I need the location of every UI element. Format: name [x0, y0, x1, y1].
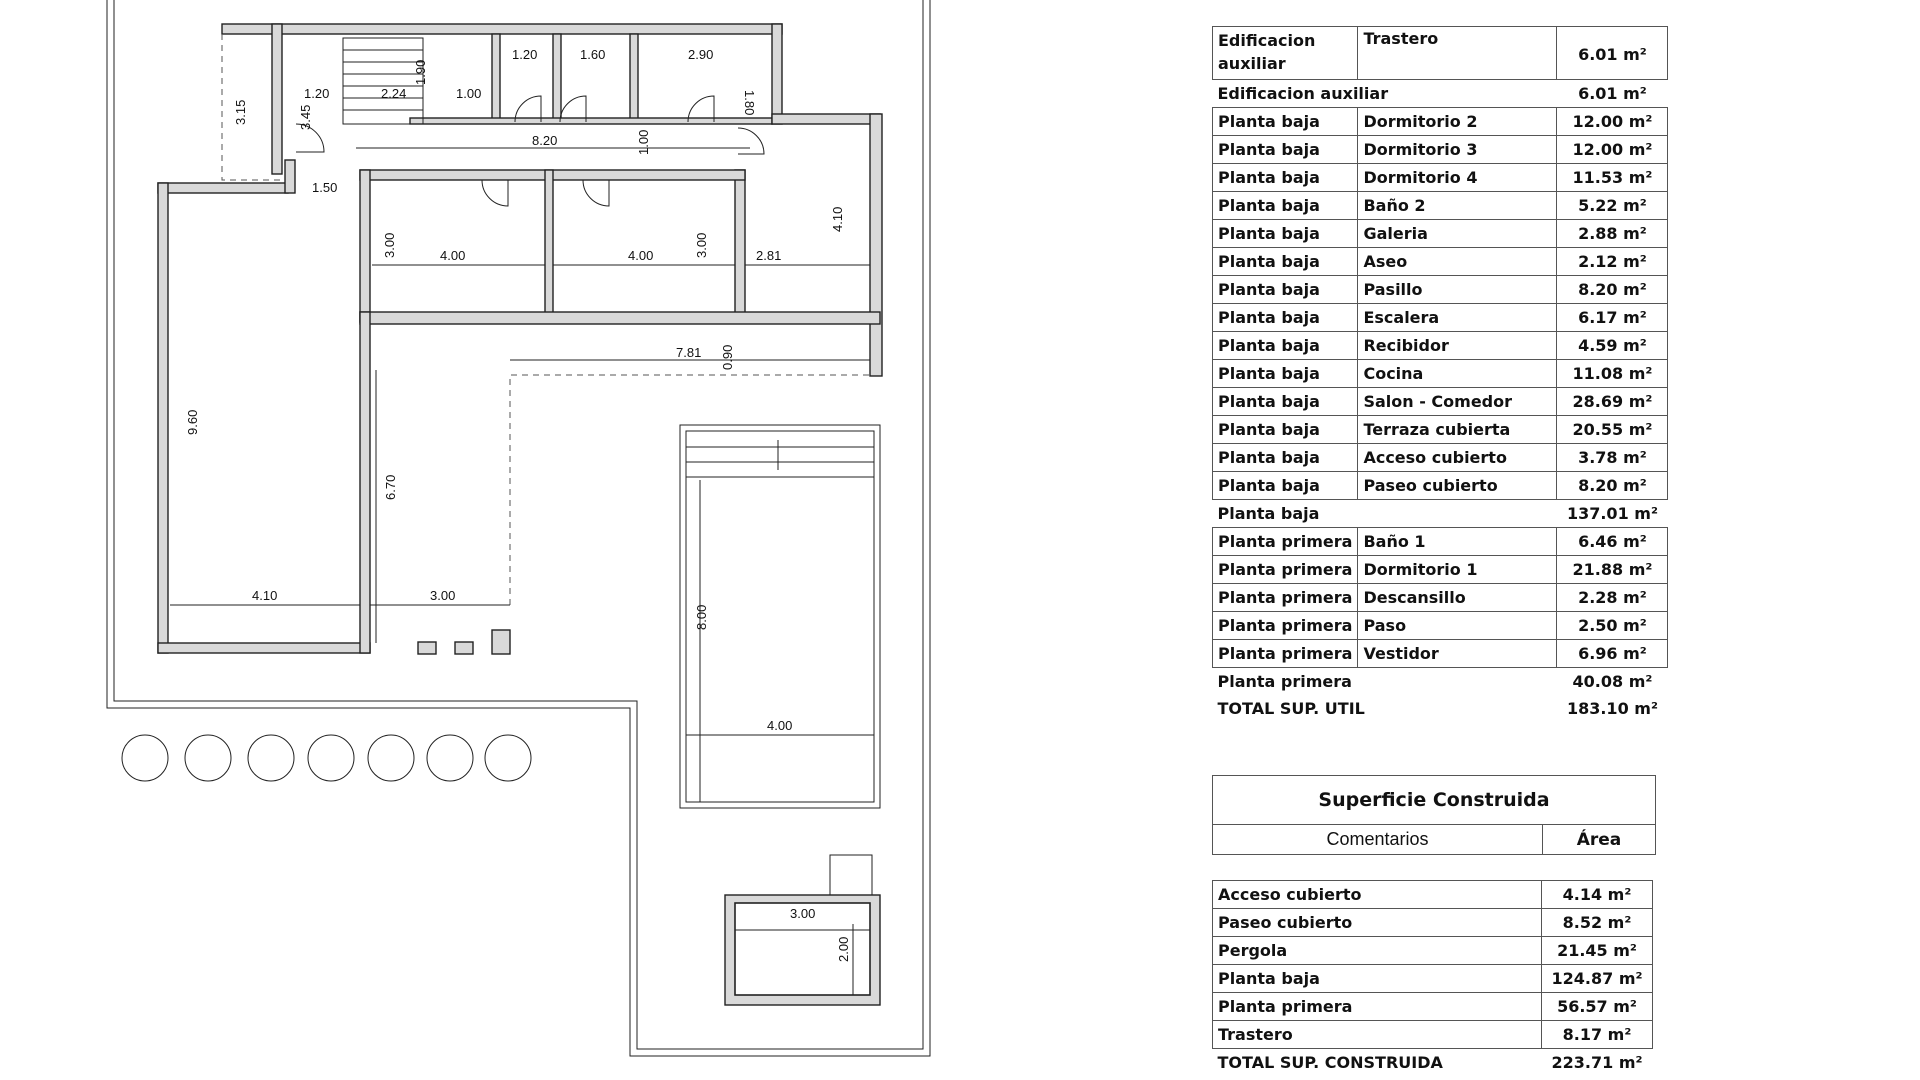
cell-estancia: Dormitorio 3 [1358, 136, 1557, 164]
cell-area: 6.01 m² [1557, 27, 1668, 80]
subtotal-row [1213, 668, 1668, 696]
dim-label: 3.00 [790, 906, 816, 921]
table-row [1213, 993, 1653, 1021]
cell-estancia: Acceso cubierto [1358, 444, 1557, 472]
cell-area: 4.14 m² [1542, 881, 1653, 909]
cell-estancia: Galeria [1358, 220, 1557, 248]
tree-row [122, 735, 531, 781]
cell-area: 6.17 m² [1557, 304, 1668, 332]
pool [680, 425, 880, 808]
dim-label: 9.60 [185, 409, 200, 435]
subtotal-row [1213, 695, 1668, 722]
cell-planta: Planta baja [1213, 360, 1358, 388]
dim-label: 4.00 [440, 248, 466, 263]
living-wall [158, 183, 288, 193]
dim-label: 3.15 [233, 99, 248, 125]
table-row [1213, 612, 1668, 640]
dim-label: 1.60 [580, 47, 606, 62]
cell-estancia: Escalera [1358, 304, 1557, 332]
cell-estancia: Dormitorio 4 [1358, 164, 1557, 192]
cell-planta: Planta baja [1213, 388, 1358, 416]
table-row [1213, 164, 1668, 192]
subtotal-row [1213, 500, 1668, 528]
cell-area: 3.78 m² [1557, 444, 1668, 472]
cell-planta: Planta primera [1213, 584, 1358, 612]
cell-area: 8.17 m² [1542, 1021, 1653, 1049]
cell-area: 137.01 m² [1566, 504, 1658, 523]
dim-label: 2.00 [836, 936, 851, 962]
dim-label: 4.10 [252, 588, 278, 603]
table-row [1213, 220, 1668, 248]
subtotal-row [1213, 1049, 1653, 1077]
cell-area: 2.28 m² [1557, 584, 1668, 612]
cell-planta: TOTAL SUP. UTIL [1217, 699, 1365, 718]
table-row [1213, 136, 1668, 164]
table-row [1213, 360, 1668, 388]
dim-label: 1.50 [312, 180, 338, 195]
table-row [1213, 584, 1668, 612]
annex-wall [222, 24, 782, 34]
cell-area: 21.45 m² [1542, 937, 1653, 965]
cell-estancia: Terraza cubierta [1358, 416, 1557, 444]
cell-area: 6.96 m² [1557, 640, 1668, 668]
cell-area: 8.20 m² [1557, 276, 1668, 304]
subtotal-row [1213, 80, 1668, 108]
cell-planta: Planta primera [1213, 528, 1358, 556]
cell-area: 6.46 m² [1557, 528, 1668, 556]
table-row [1213, 108, 1668, 136]
cell-area: 4.59 m² [1557, 332, 1668, 360]
cell-area: 20.55 m² [1557, 416, 1668, 444]
cell-planta: Planta baja [1213, 164, 1358, 192]
dim-label: 4.10 [830, 206, 845, 232]
superficie-construida-header [1212, 775, 1656, 855]
cell-planta: Planta baja [1213, 472, 1358, 500]
superficie-util-table [1212, 26, 1668, 722]
cell-area: 2.50 m² [1557, 612, 1668, 640]
dim-label: 3.00 [382, 232, 397, 258]
cell-estancia: Salon - Comedor [1358, 388, 1557, 416]
cell-area: 2.88 m² [1557, 220, 1668, 248]
table-row [1213, 388, 1668, 416]
stair [343, 38, 423, 124]
cell-area: 56.57 m² [1542, 993, 1653, 1021]
dim-label: 3.45 [298, 104, 313, 130]
cell-planta: Planta baja [1213, 192, 1358, 220]
dim-label: 8.20 [532, 133, 558, 148]
table-row [1213, 276, 1668, 304]
cell-planta: Edificacion auxiliar [1217, 84, 1389, 103]
dim-label: 2.90 [688, 47, 714, 62]
cell-label: Planta baja [1213, 965, 1542, 993]
cell-planta: Planta baja [1213, 416, 1358, 444]
cell-estancia: Descansillo [1358, 584, 1557, 612]
table-row [1213, 909, 1653, 937]
cell-planta: Edificacion auxiliar [1213, 27, 1358, 80]
cell-area: 40.08 m² [1572, 672, 1653, 691]
cell-area: 5.22 m² [1557, 192, 1668, 220]
cell-area: 11.53 m² [1557, 164, 1668, 192]
dim-label: 2.24 [381, 86, 407, 101]
table-row [1213, 937, 1653, 965]
dim-label: 1.00 [456, 86, 482, 101]
cell-planta: Planta baja [1213, 276, 1358, 304]
cell-estancia: Baño 2 [1358, 192, 1557, 220]
column-header-area: Área [1543, 825, 1656, 855]
table-row [1213, 332, 1668, 360]
dim-label: 3.00 [694, 232, 709, 258]
cell-area: 12.00 m² [1557, 136, 1668, 164]
dim-label: 1.00 [636, 129, 651, 155]
table-row [1213, 881, 1653, 909]
cell-estancia: Baño 1 [1358, 528, 1557, 556]
dim-label: 1.80 [742, 90, 757, 116]
cell-estancia: Aseo [1358, 248, 1557, 276]
dim-label: 1.90 [413, 59, 428, 85]
dim-label: 1.20 [512, 47, 538, 62]
cell-label: Paseo cubierto [1213, 909, 1542, 937]
cell-planta: Planta primera [1213, 640, 1358, 668]
cell-area: 21.88 m² [1557, 556, 1668, 584]
table-row [1213, 528, 1668, 556]
cell-planta: Planta baja [1213, 444, 1358, 472]
table-row [1213, 965, 1653, 993]
cell-planta: Planta primera [1213, 612, 1358, 640]
cell-estancia: Dormitorio 2 [1358, 108, 1557, 136]
dim-label: 4.00 [628, 248, 654, 263]
cell-estancia: Pasillo [1358, 276, 1557, 304]
cell-planta: Planta baja [1213, 332, 1358, 360]
table-row [1213, 27, 1668, 80]
cell-planta: Planta baja [1213, 108, 1358, 136]
table-row [1213, 1021, 1653, 1049]
table-row [1213, 640, 1668, 668]
column-header-comentarios: Comentarios [1213, 825, 1543, 855]
dim-label: 3.00 [430, 588, 456, 603]
cell-area: 8.52 m² [1542, 909, 1653, 937]
cell-planta: Planta baja [1213, 248, 1358, 276]
dim-label: 7.81 [676, 345, 702, 360]
cell-area: 12.00 m² [1557, 108, 1668, 136]
table-row [1213, 304, 1668, 332]
cell-label: Acceso cubierto [1213, 881, 1542, 909]
cell-label: Pergola [1213, 937, 1542, 965]
cell-area: 8.20 m² [1557, 472, 1668, 500]
cell-area: 6.01 m² [1578, 84, 1647, 103]
table-row [1213, 192, 1668, 220]
cell-estancia: Recibidor [1358, 332, 1557, 360]
section-title: Superficie Construida [1213, 776, 1656, 825]
cell-planta: Planta primera [1213, 556, 1358, 584]
cell-area: 2.12 m² [1557, 248, 1668, 276]
table-row [1213, 472, 1668, 500]
cell-estancia: Vestidor [1358, 640, 1557, 668]
cell-estancia: Paso [1358, 612, 1557, 640]
cell-estancia: Paseo cubierto [1358, 472, 1557, 500]
cell-label: Planta primera [1213, 993, 1542, 1021]
cell-planta: Planta baja [1213, 220, 1358, 248]
table-row [1213, 416, 1668, 444]
cell-planta: Planta primera [1217, 672, 1352, 691]
cell-estancia: Dormitorio 1 [1358, 556, 1557, 584]
dim-label: 0.90 [720, 344, 735, 370]
cell-label: TOTAL SUP. CONSTRUIDA [1217, 1053, 1443, 1072]
cell-area: 11.08 m² [1557, 360, 1668, 388]
cell-area: 183.10 m² [1566, 699, 1658, 718]
table-row [1213, 248, 1668, 276]
cell-planta: Planta baja [1217, 504, 1320, 523]
superficie-construida-table [1212, 880, 1653, 1076]
dim-label: 6.70 [383, 474, 398, 500]
cell-planta: Planta baja [1213, 136, 1358, 164]
dim-label: 8.00 [694, 604, 709, 630]
dim-label: 4.00 [767, 718, 793, 733]
table-row [1213, 444, 1668, 472]
cell-label: Trastero [1213, 1021, 1542, 1049]
cell-area: 28.69 m² [1557, 388, 1668, 416]
cell-area: 223.71 m² [1551, 1053, 1643, 1072]
dim-label: 1.20 [304, 86, 330, 101]
cell-estancia: Cocina [1358, 360, 1557, 388]
cell-planta: Planta baja [1213, 304, 1358, 332]
cell-area: 124.87 m² [1542, 965, 1653, 993]
dim-label: 2.81 [756, 248, 782, 263]
cell-estancia: Trastero [1358, 27, 1557, 80]
table-row [1213, 556, 1668, 584]
